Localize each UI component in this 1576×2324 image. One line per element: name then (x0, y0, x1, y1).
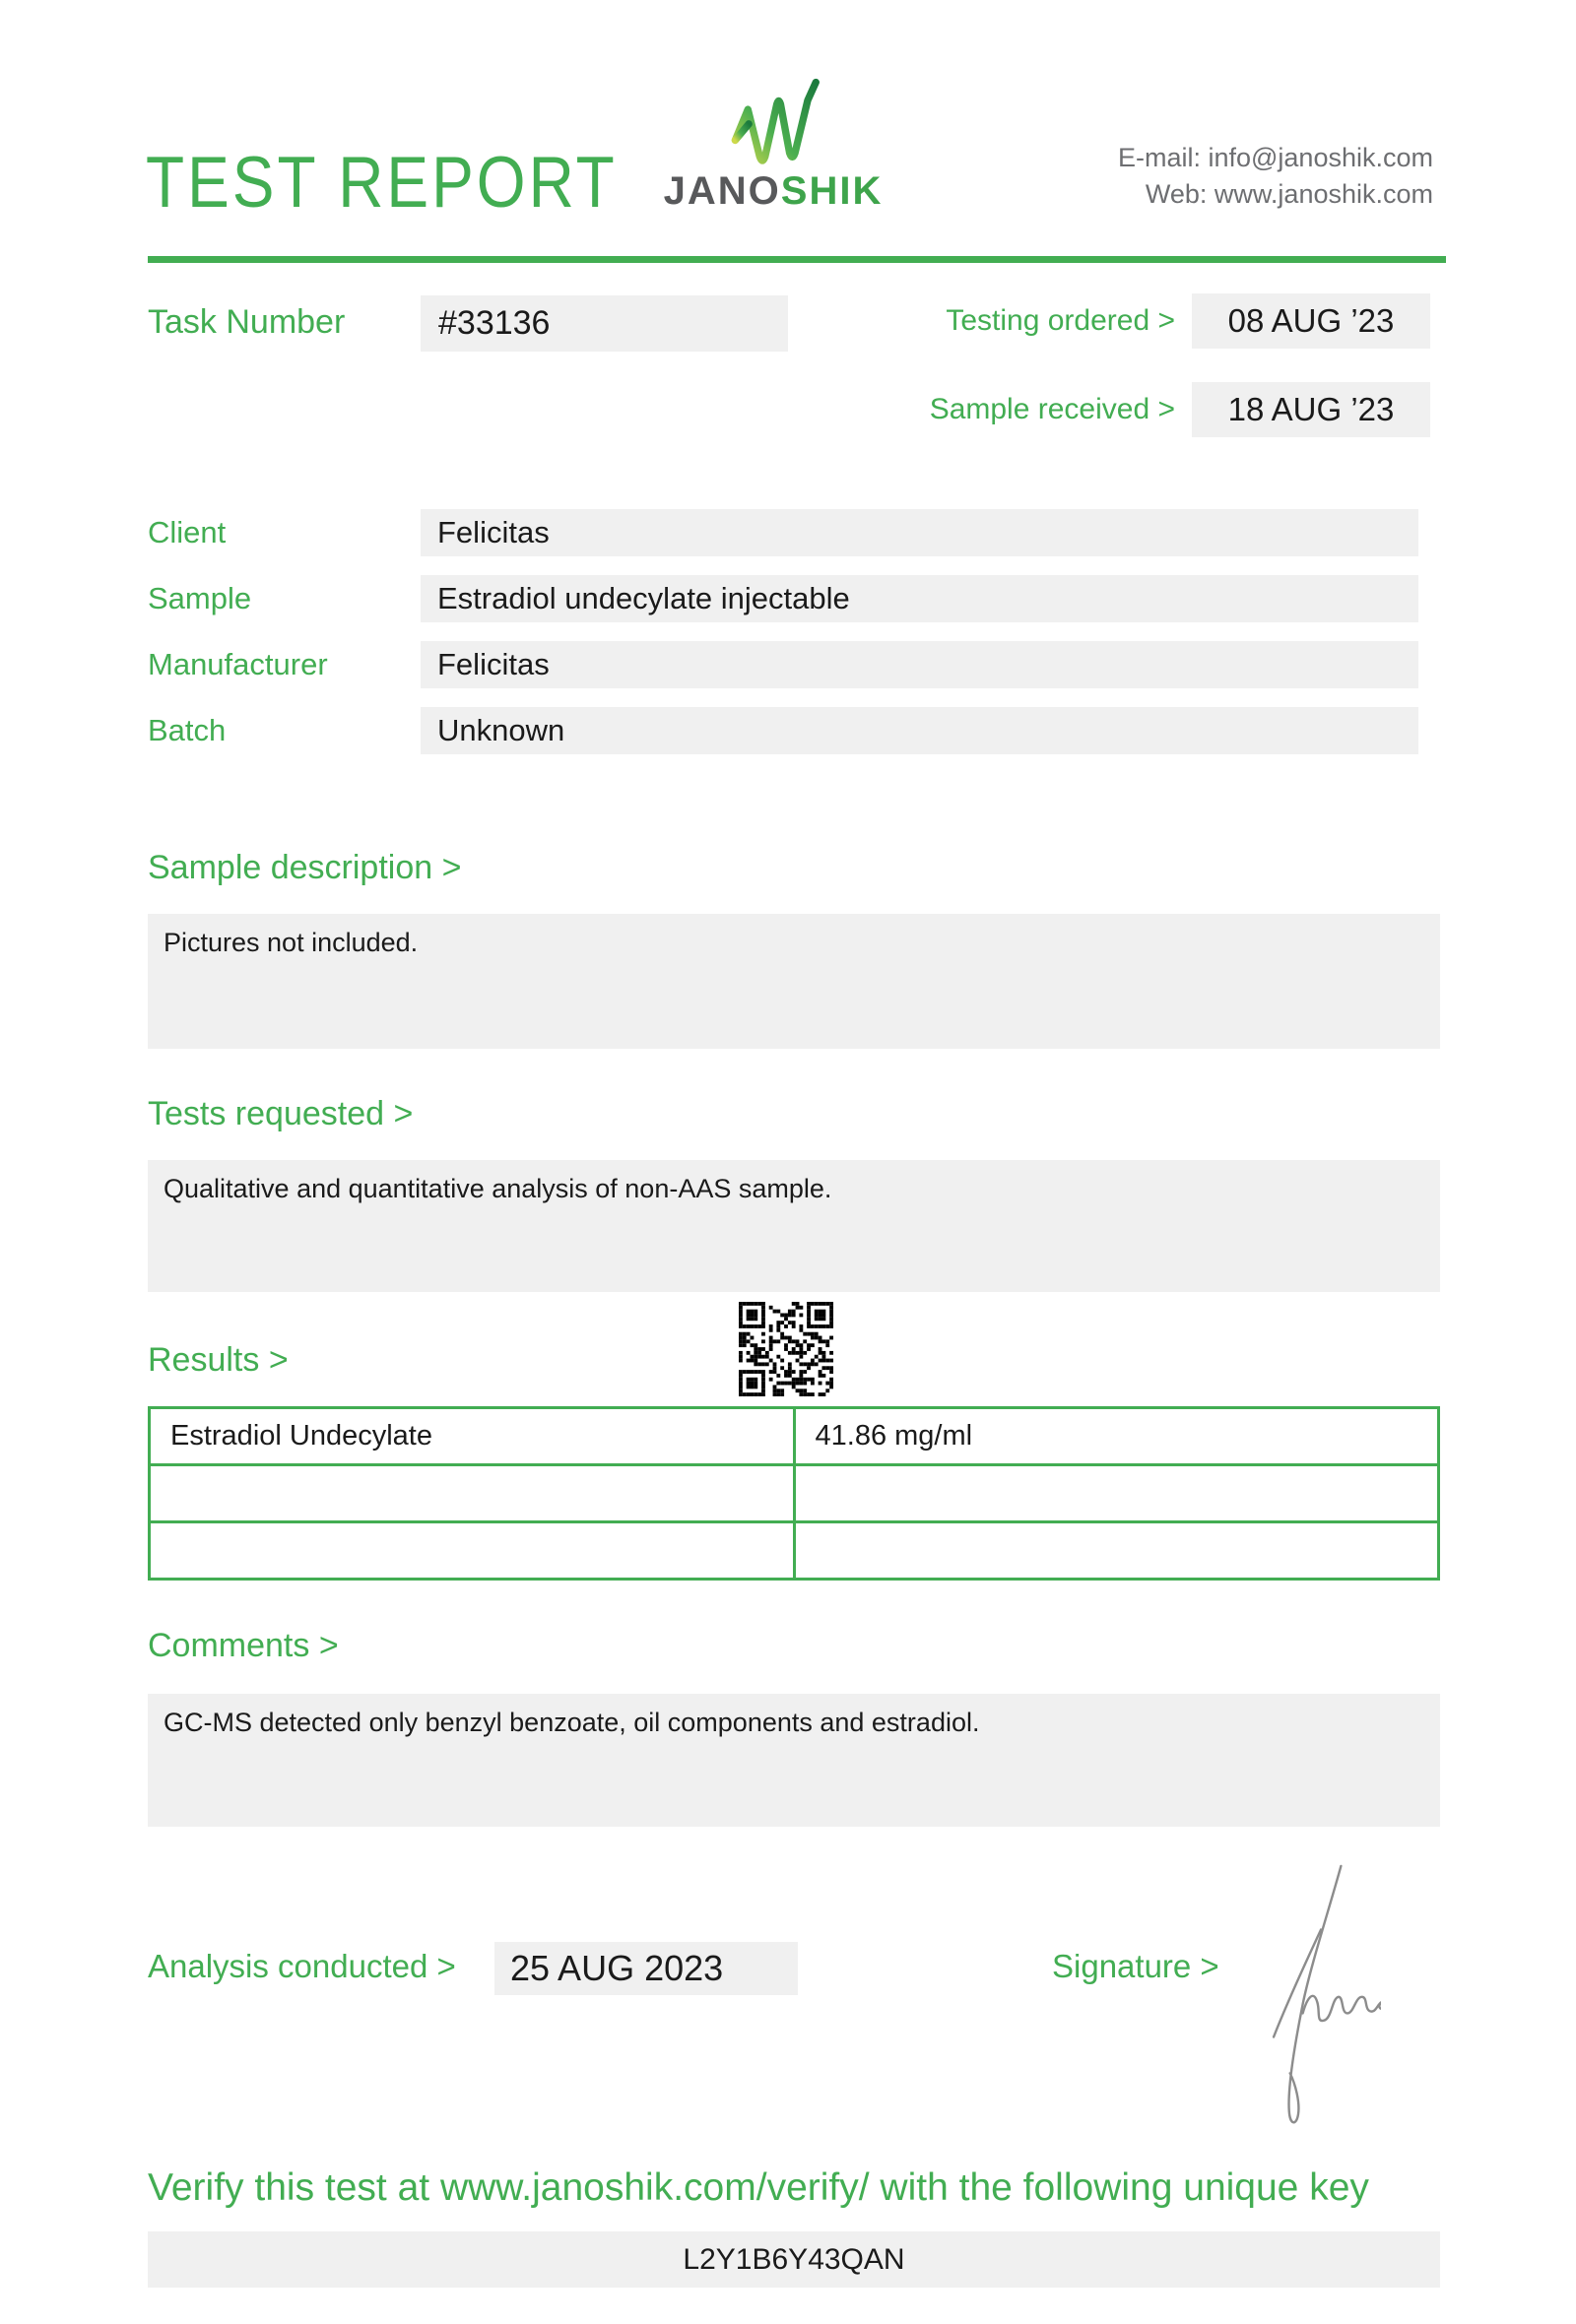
logo-wordmark-shik: SHIK (780, 169, 884, 213)
chart-growth-icon (722, 77, 825, 167)
unique-key-value: L2Y1B6Y43QAN (148, 2231, 1440, 2288)
result-value-cell (794, 1465, 1439, 1522)
janoshik-logo (645, 77, 901, 214)
result-analyte-cell (150, 1522, 795, 1580)
comments-box: GC-MS detected only benzyl benzoate, oil components and estradiol. (148, 1694, 1440, 1827)
result-value-cell: 41.86 mg/ml (794, 1408, 1439, 1465)
verify-instruction: Verify this test at www.janoshik.com/verify/ with the following unique key (148, 2166, 1369, 2209)
client-value: Felicitas (421, 509, 1418, 556)
batch-row (148, 707, 1440, 754)
analysis-conducted-label: Analysis conducted > (148, 1948, 456, 1984)
task-number-value: #33136 (421, 295, 788, 352)
sample-received-row (930, 382, 1430, 437)
results-table-row (150, 1465, 1439, 1522)
testing-ordered-date: 08 AUG ’23 (1192, 293, 1430, 349)
results-heading: Results > (148, 1341, 289, 1379)
page-title: TEST REPORT (146, 141, 618, 224)
batch-value: Unknown (421, 707, 1418, 754)
logo-wordmark-jano: JANO (663, 169, 781, 213)
results-table (148, 1406, 1440, 1581)
sample-label: Sample (148, 581, 252, 615)
client-label: Client (148, 515, 227, 549)
manufacturer-row (148, 641, 1440, 688)
testing-ordered-row (946, 293, 1430, 349)
tests-requested-heading: Tests requested > (148, 1095, 414, 1132)
result-value-cell (794, 1522, 1439, 1580)
analysis-conducted-date: 25 AUG 2023 (494, 1942, 798, 1995)
sample-description-box: Pictures not included. (148, 914, 1440, 1049)
contact-info (1118, 140, 1433, 213)
signature-image (1263, 1853, 1381, 2137)
contact-web: Web: www.janoshik.com (1145, 179, 1433, 209)
sample-received-date: 18 AUG ’23 (1192, 382, 1430, 437)
contact-email: E-mail: info@janoshik.com (1117, 143, 1433, 172)
result-analyte-cell: Estradiol Undecylate (150, 1408, 795, 1465)
sample-received-label: Sample received > (929, 393, 1175, 425)
batch-label: Batch (148, 713, 227, 747)
testing-ordered-label: Testing ordered > (946, 304, 1175, 337)
header-divider (148, 256, 1446, 263)
results-table-row (150, 1522, 1439, 1580)
manufacturer-label: Manufacturer (148, 647, 328, 681)
task-number-label: Task Number (148, 303, 346, 341)
result-analyte-cell (150, 1465, 795, 1522)
client-row (148, 509, 1440, 556)
sample-row (148, 575, 1440, 622)
comments-heading: Comments > (148, 1627, 339, 1664)
tests-requested-box: Qualitative and quantitative analysis of non-AAS sample. (148, 1160, 1440, 1292)
qr-code (739, 1302, 833, 1396)
logo-wordmark (645, 169, 901, 214)
signature-label: Signature > (1052, 1948, 1219, 1984)
sample-description-heading: Sample description > (148, 849, 462, 886)
sample-value: Estradiol undecylate injectable (421, 575, 1418, 622)
manufacturer-value: Felicitas (421, 641, 1418, 688)
results-table-row (150, 1408, 1439, 1465)
